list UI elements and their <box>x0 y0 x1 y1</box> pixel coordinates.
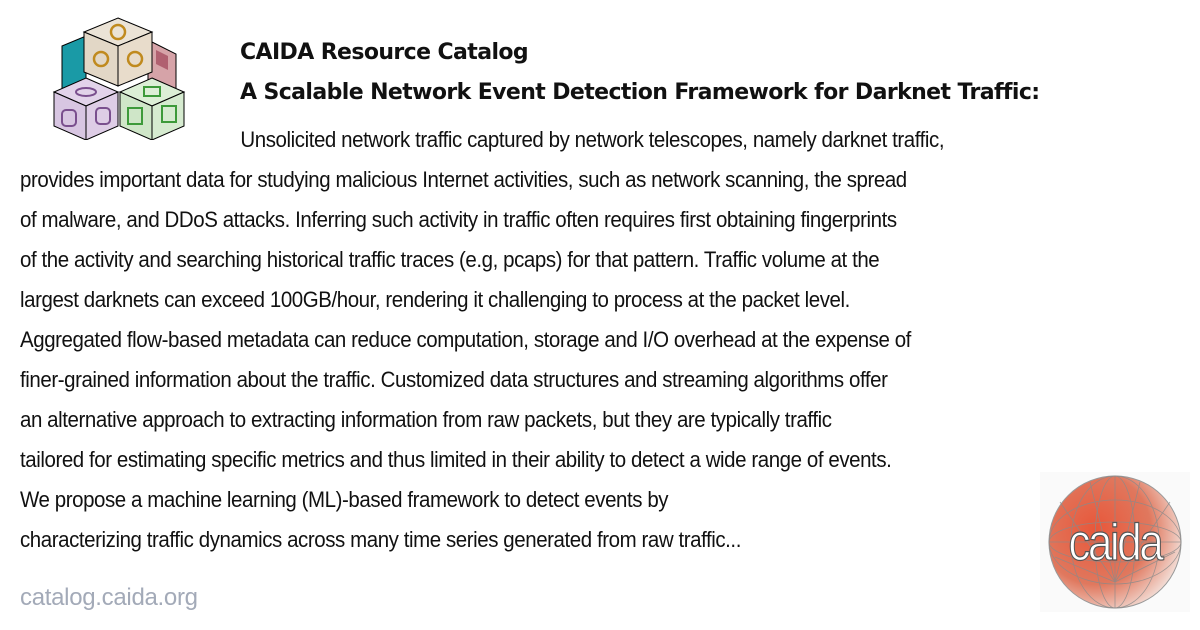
page-title: CAIDA Resource Catalog <box>240 40 529 65</box>
footer-url[interactable]: catalog.caida.org <box>20 584 198 611</box>
description-line: characterizing traffic dynamics across many time series generated from raw traffic... <box>20 527 741 552</box>
description-line: of malware, and DDoS attacks. Inferring such activity in traffic often requires first obtaining fingerprints <box>20 207 897 232</box>
description-line: Unsolicited network traffic captured by network telescopes, namely darknet traffic, <box>240 127 945 152</box>
description-line: provides important data for studying malicious Internet activities, such as network scanning, the spread <box>20 167 907 192</box>
resource-description <box>20 120 1187 560</box>
caida-logo <box>1040 472 1190 612</box>
description-line: of the activity and searching historical traffic traces (e.g, pcaps) for that pattern. Traffic volume at the <box>20 247 880 272</box>
caida-logo-text: caida <box>1068 513 1162 572</box>
resource-title: A Scalable Network Event Detection Framework for Darknet Traffic: <box>240 80 1040 105</box>
description-line: We propose a machine learning (ML)-based framework to detect events by <box>20 487 669 512</box>
description-line: finer-grained information about the traffic. Customized data structures and streaming algorithms offer <box>20 367 888 392</box>
description-line: tailored for estimating specific metrics and thus limited in their ability to detect a wide range of events. <box>20 447 892 472</box>
description-line: largest darknets can exceed 100GB/hour, rendering it challenging to process at the packet level. <box>20 287 850 312</box>
description-line: an alternative approach to extracting information from raw packets, but they are typically traffic <box>20 407 832 432</box>
description-line: Aggregated flow-based metadata can reduce computation, storage and I/O overhead at the expense of <box>20 327 911 352</box>
header <box>240 38 1039 108</box>
